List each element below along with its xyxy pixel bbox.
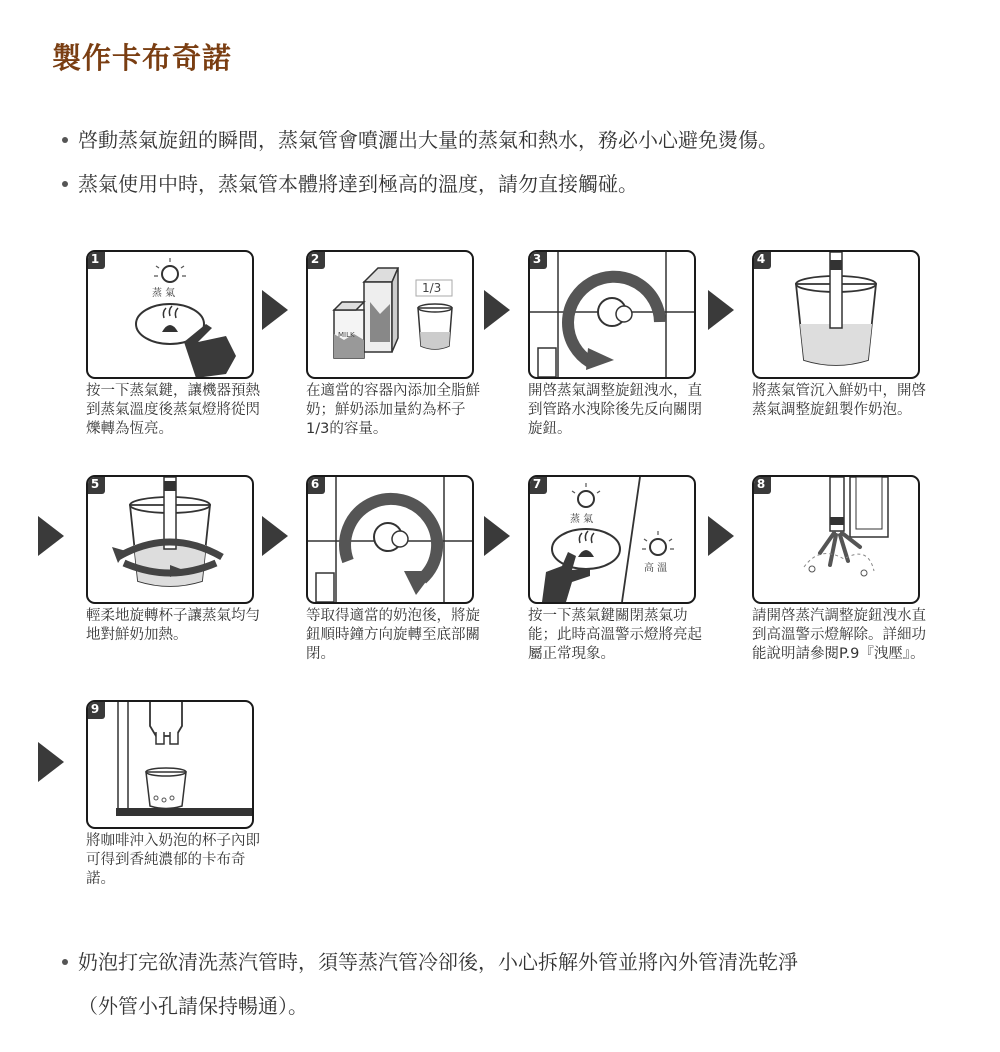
step-caption: 按一下蒸氣鍵，讓機器預熱到蒸氣溫度後蒸氣燈將從閃爍轉為恆亮。	[86, 383, 260, 437]
step-number: 2	[306, 250, 325, 269]
rotate-cup-icon	[88, 477, 252, 602]
step-caption: 在適當的容器內添加全脂鮮奶；鮮奶添加量約為杯子1/3的容量。	[306, 383, 480, 437]
bullet-icon	[62, 181, 68, 187]
warning-note	[62, 162, 778, 206]
next-arrow-icon	[262, 290, 288, 330]
step-number: 4	[752, 250, 771, 269]
step-number: 9	[86, 700, 105, 719]
hot-label: 高 溫	[644, 563, 668, 574]
step-illustration	[86, 250, 254, 379]
step-caption: 輕柔地旋轉杯子讓蒸氣均勻地對鮮奶加熱。	[86, 608, 260, 643]
step-number: 7	[528, 475, 547, 494]
warning-note	[62, 118, 778, 162]
fraction-label: 1/3	[422, 281, 442, 295]
bullet-icon	[62, 959, 68, 965]
step-illustration	[86, 475, 254, 604]
step-number: 3	[528, 250, 547, 269]
step-illustration	[86, 700, 254, 829]
note-text: 蒸氣使用中時，蒸氣管本體將達到極高的溫度，請勿直接觸碰。	[78, 172, 638, 196]
steam-wand-in-milk-icon	[754, 252, 918, 377]
step-number: 1	[86, 250, 105, 269]
step-caption: 按一下蒸氣鍵關閉蒸氣功能；此時高溫警示燈將亮起屬正常現象。	[528, 608, 702, 662]
steam-label: 蒸 氣	[570, 514, 594, 525]
steam-label: 蒸 氣	[152, 288, 176, 299]
cleaning-note	[62, 940, 798, 1028]
step-number: 6	[306, 475, 325, 494]
step-caption: 將蒸氣管沉入鮮奶中，開啓蒸氣調整旋鈕製作奶泡。	[752, 383, 926, 418]
cleaning-note-line	[62, 940, 798, 984]
step-number: 5	[86, 475, 105, 494]
step-caption: 將咖啡沖入奶泡的杯子內即可得到香純濃郁的卡布奇諾。	[86, 833, 260, 887]
note-text: 啓動蒸氣旋鈕的瞬間，蒸氣管會噴灑出大量的蒸氣和熱水，務必小心避免燙傷。	[78, 128, 778, 152]
step-caption: 請開啓蒸汽調整旋鈕洩水直到高溫警示燈解除。詳細功能說明請參閱P.9『洩壓』。	[752, 608, 926, 662]
knob-clockwise-icon	[308, 477, 472, 602]
step-illustration	[528, 250, 696, 379]
page-title: 製作卡布奇諾	[52, 41, 233, 75]
next-arrow-icon	[708, 290, 734, 330]
cleaning-note-line: （外管小孔請保持暢通）。	[78, 994, 308, 1018]
warning-notes	[62, 118, 778, 206]
step-number: 8	[752, 475, 771, 494]
brew-coffee-into-cup-icon	[88, 702, 252, 827]
bullet-icon	[62, 137, 68, 143]
next-arrow-icon	[484, 516, 510, 556]
step-caption: 等取得適當的奶泡後，將旋鈕順時鐘方向旋轉至底部關閉。	[306, 608, 480, 662]
step-illustration	[306, 250, 474, 379]
steam-release-icon	[754, 477, 918, 602]
step-caption: 開啓蒸氣調整旋鈕洩水，直到管路水洩除後先反向關閉旋鈕。	[528, 383, 702, 437]
steam-off-hot-warning-icon	[530, 477, 694, 602]
step-illustration	[528, 475, 696, 604]
milk-label: MILK	[338, 331, 355, 339]
step-illustration	[306, 475, 474, 604]
cleaning-note-text: 奶泡打完欲清洗蒸汽管時，須等蒸汽管冷卻後，小心拆解外管並將內外管清洗乾淨	[78, 950, 798, 974]
next-arrow-icon	[38, 742, 64, 782]
next-arrow-icon	[484, 290, 510, 330]
next-arrow-icon	[708, 516, 734, 556]
steam-button-press-icon	[88, 252, 252, 377]
step-illustration	[752, 250, 920, 379]
next-arrow-icon	[38, 516, 64, 556]
knob-counterclockwise-icon	[530, 252, 694, 377]
next-arrow-icon	[262, 516, 288, 556]
step-illustration	[752, 475, 920, 604]
milk-carton-and-glass-icon	[308, 252, 472, 377]
